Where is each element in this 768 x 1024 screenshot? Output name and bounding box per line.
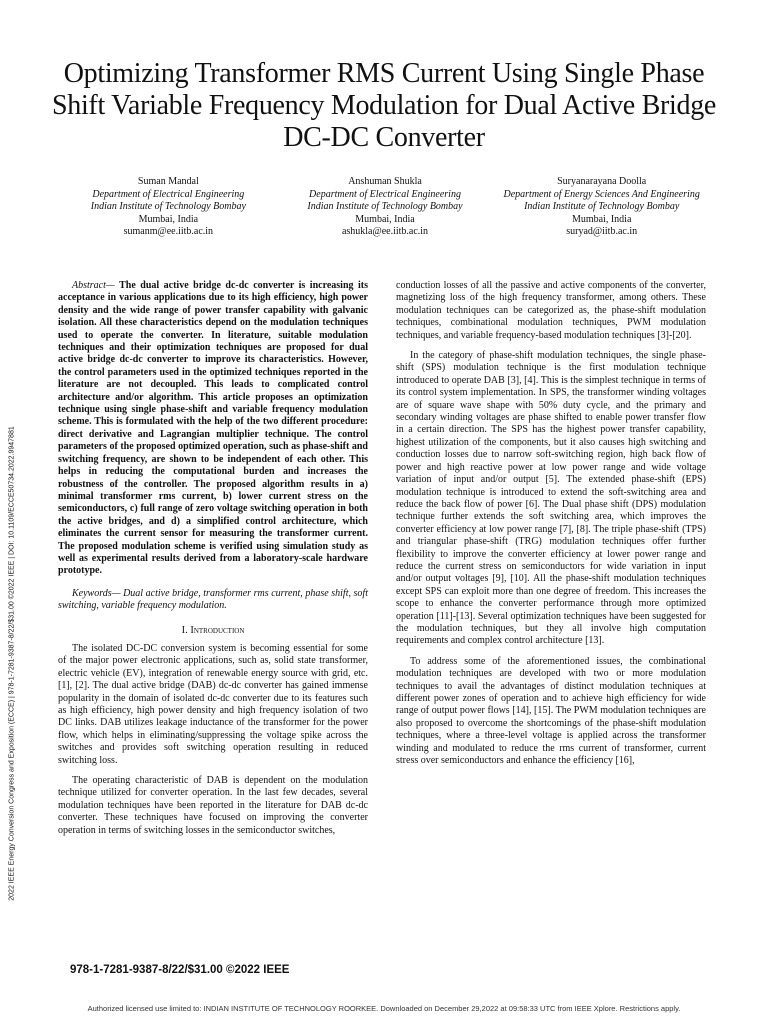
footer-isbn: 978-1-7281-9387-8/22/$31.00 ©2022 IEEE — [70, 964, 290, 976]
left-column — [58, 280, 368, 845]
author-inst: Indian Institute of Technology Bombay — [90, 201, 246, 212]
author-2 — [277, 176, 494, 239]
author-name: Suman Mandal — [137, 176, 199, 187]
author-1 — [60, 176, 277, 239]
author-city: Mumbai, India — [138, 213, 199, 225]
abstract-text: The dual active bridge dc-dc converter is increasing its acceptance in various applications due to its high efficiency, high power density and the wide range of power transfer capability with galvanic isolation. All these characteristics depend on the modulation techniques used to operate the converter. In literature, suitable modulation techniques and their optimization techniques are proposed for dual active bridge dc-dc converter to improve its characteristics. However, the control parameters used in the optimized techniques reported in the literature are not decoupled. This leads to complicated control architecture and/or algorithm. This article proposes an optimization technique using single phase-shift and variable frequency modulation scheme. This is formulated with the help of the two different procedure: direct derivative and Lagrangian multiplier technique. The control parameters of the proposed optimized operation, such as phase-shift and switching frequency, are shown to be independent of each other. This helps in reducing the computational burden and increases the robustness of the controller. The proposed algorithm results in a) minimal transformer rms current, b) lower current stress on the semiconductors, c) full range of zero voltage switching operation in both the active bridges, and d) a simplified control architecture, which eliminates the current sensor for measuring the transformer current. The proposed modulation scheme is verified using simulation study as well as experimental results derived from a laboratory-scale hardware prototype. — [58, 280, 368, 577]
author-city: Mumbai, India — [355, 213, 415, 225]
paragraph: The operating characteristic of DAB is dependent on the modulation technique utilized for converter operation. In the last few decades, several modulation techniques have been reported in the literature for DAB dc-dc converter. These techniques have focused on improving the converter operation in terms of switching losses in the semiconductor switches, — [58, 775, 368, 836]
author-inst: Indian Institute of Technology Bombay — [307, 201, 463, 212]
paragraph: To address some of the aforementioned issues, the combinational modulation techniques are developed with two or more modulation techniques to avail the advantages of distinct modulation techniques at different power zones of operation and to achieve high efficiency for wide range of output power flows [14], [15]. The PWM modulation techniques are also proposed to overcome the shortcomings of the phase-shift modulation techniques, where a three-level voltage is applied across the transformer winding and modulated to reduce the rms current of transformer, current stress over semiconductors and enhance the efficiency [16], — [396, 655, 706, 767]
doi-sidebar-text: 2022 IEEE Energy Conversion Congress and Exposition (ECCE) | 978-1-7281-9387-8/22/$31.00 ©2022 IEEE | DOI: 10.1109/ECCE50734.2022.9947881 — [8, 426, 16, 901]
license-notice: Authorized licensed use limited to: INDIAN INSTITUTE OF TECHNOLOGY ROORKEE. Downloaded on December 29,2022 at 09:58:33 UTC from IEEE Xplore. Restrictions apply. — [87, 1004, 681, 1013]
paragraph: In the category of phase-shift modulation techniques, the single phase-shift (SPS) modulation technique is the first modulation technique introduced to operate DAB [3], [4]. This is the simplest technique in terms of its control system implementation. In SPS, the transformer winding voltages are of square wave shape with 50% duty cycle, and the primary and secondary winding voltages are phase shifted to enable power transfer flow in a certain direction. The SPS has the highest power transfer capability, highest utilization of the components, but it also causes high switching and conduction losses due to narrow soft-switching region, high back flow of power and high reactive power at low power range and wide voltage variation of input and/or output [5]. The extended phase-shift (EPS) modulation technique is introduced to extend the soft-switching area and reduce the back flow of power [6]. The Dual phase shift (DPS) modulation technique further extends the soft switching area, which improves the converter efficiency at low power range [7], [8]. The triple phase-shift (TPS) and triangular phase-shift (TRG) modulation techniques offer further flexibility to improve the converter efficiency at lower power range and reduce the current stress on semiconductors for wide variation in input and/or output voltages [9], [10]. All the phase-shift modulation techniques except SPS can exploit more than one degree of freedom. This increases the scope to enhance the converter performance through more optimized operation [11]-[13]. Several optimization techniques have been suggested for the modulation techniques, but they all involve high computation requirements and complex control architecture [13]. — [396, 350, 706, 647]
author-3 — [493, 176, 710, 239]
author-dept: Department of Electrical Engineering — [309, 188, 461, 200]
author-block — [60, 176, 710, 239]
right-column — [396, 280, 706, 775]
author-name: Suryanarayana Doolla — [557, 176, 647, 187]
author-email[interactable]: sumanm@ee.iitb.ac.in — [123, 226, 214, 237]
paragraph: conduction losses of all the passive and active components of the converter, magnetizing loss of the high frequency transformer, among others. These modulation techniques can be categorized as, the phase-shift modulation techniques, combinational modulation techniques, PWM modulation techniques, and variable frequency-based modulation techniques [3]-[20]. — [396, 280, 706, 341]
author-dept: Department of Electrical Engineering — [92, 188, 245, 200]
author-name: Anshuman Shukla — [348, 176, 422, 187]
author-dept: Department of Energy Sciences And Engineering — [503, 188, 700, 200]
keywords: Keywords— Dual active bridge, transformer rms current, phase shift, soft switching, variable frequency modulation. — [58, 587, 368, 612]
author-inst: Indian Institute of Technology Bombay — [524, 201, 680, 212]
author-city: Mumbai, India — [571, 213, 632, 225]
doi-sidebar — [2, 360, 22, 980]
author-email[interactable]: suryad@iitb.ac.in — [566, 226, 638, 237]
abstract-lead: Abstract— — [72, 280, 115, 291]
paragraph: The isolated DC-DC conversion system is becoming essential for some of the major power electronic applications, such as, solid state transformer, electric vehicle (EV), integration of renewable energy source with grid, etc. [1], [2]. The dual active bridge (DAB) dc-dc converter has gained immense popularity in the domain of isolated dc-dc converter due to its features such as high efficiency, high power density and high frequency isolation of two DC links. DAB utilizes leakage inductance of the transformer for the power flow, which helps in eliminating/suppressing the voltage spike across the switches and provides soft switching operation resulting in reduced switching loss. — [58, 642, 368, 766]
author-email[interactable]: ashukla@ee.iitb.ac.in — [341, 226, 429, 237]
paper-title: Optimizing Transformer RMS Current Using Single Phase Shift Variable Frequency Modulation for Dual Active Bridge DC-DC Converter — [51, 58, 717, 153]
section-heading-introduction: I. Introduction — [181, 624, 245, 636]
abstract — [58, 280, 368, 578]
